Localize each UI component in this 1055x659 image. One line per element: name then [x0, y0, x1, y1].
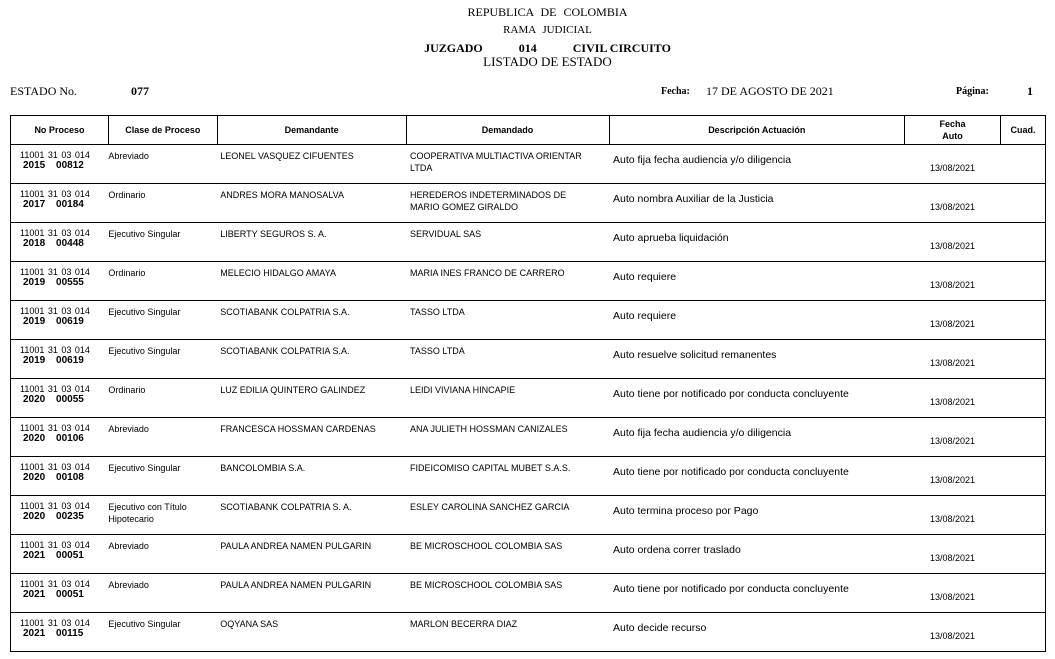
cell-no-proceso	[11, 496, 109, 535]
demandante-text: FRANCESCA HOSSMAN CARDENAS	[220, 424, 376, 434]
clase-text: Ordinario	[108, 268, 146, 278]
cell-cuad	[1000, 418, 1045, 457]
proceso-year-number: 2017 00184	[23, 199, 84, 210]
cell-no-proceso	[11, 457, 109, 496]
cell-cuad	[1000, 340, 1045, 379]
table-row	[11, 145, 1046, 184]
cell-fecha-auto	[905, 262, 1001, 301]
cell-demandante	[217, 496, 406, 535]
demandado-text: ANA JULIETH HOSSMAN CANIZALES	[410, 424, 568, 434]
clase-text: Abreviado	[108, 151, 149, 161]
fecha-auto-text: 13/08/2021	[930, 397, 976, 407]
cell-demandado	[406, 262, 609, 301]
cell-demandante	[217, 613, 406, 652]
table-row	[11, 496, 1046, 535]
cell-demandante	[217, 457, 406, 496]
proceso-year-number: 2019 00619	[23, 355, 84, 366]
proceso-code: 11001 31 03 014	[20, 579, 90, 589]
cell-descripcion	[609, 574, 905, 613]
proceso-code: 11001 31 03 014	[20, 228, 90, 238]
cell-fecha-auto	[905, 184, 1001, 223]
cell-demandante	[217, 574, 406, 613]
table-row	[11, 574, 1046, 613]
cell-demandado	[406, 145, 609, 184]
estado-table	[10, 115, 1046, 652]
table-header-row	[11, 116, 1046, 145]
demandante-text: MELECIO HIDALGO AMAYA	[220, 268, 336, 278]
cell-descripcion	[609, 184, 905, 223]
cell-fecha-auto	[905, 340, 1001, 379]
demandante-text: LIBERTY SEGUROS S. A.	[220, 229, 327, 239]
cell-no-proceso	[11, 145, 109, 184]
clase-text: Abreviado	[108, 580, 149, 590]
proceso-code: 11001 31 03 014	[20, 501, 90, 511]
demandante-text: ANDRES MORA MANOSALVA	[220, 190, 344, 200]
col-header-descripcion: Descripción Actuación	[609, 116, 905, 145]
demandante-text: SCOTIABANK COLPATRIA S. A.	[220, 502, 352, 512]
table-row	[11, 535, 1046, 574]
descripcion-text: Auto ordena correr traslado	[613, 544, 741, 556]
demandado-text: SERVIDUAL SAS	[410, 229, 482, 239]
clase-text: Ejecutivo con Título Hipotecario	[108, 502, 187, 524]
cell-clase	[108, 379, 217, 418]
descripcion-text: Auto nombra Auxiliar de la Justicia	[613, 193, 774, 205]
estado-label: ESTADO No.	[10, 84, 78, 98]
col-header-demandante: Demandante	[217, 116, 406, 145]
fecha-auto-text: 13/08/2021	[930, 514, 976, 524]
proceso-code: 11001 31 03 014	[20, 540, 90, 550]
cell-clase	[108, 184, 217, 223]
proceso-year-number: 2020 00108	[23, 472, 84, 483]
cell-clase	[108, 223, 217, 262]
cell-descripcion	[609, 379, 905, 418]
cell-no-proceso	[11, 418, 109, 457]
cell-descripcion	[609, 340, 905, 379]
cell-fecha-auto	[905, 418, 1001, 457]
clase-text: Abreviado	[108, 424, 149, 434]
cell-descripcion	[609, 145, 905, 184]
cell-demandado	[406, 379, 609, 418]
descripcion-text: Auto aprueba liquidación	[613, 232, 729, 244]
cell-demandado	[406, 184, 609, 223]
proceso-year-number: 2018 00448	[23, 238, 84, 249]
demandado-text: TASSO LTDA	[410, 346, 465, 356]
cell-clase	[108, 145, 217, 184]
proceso-year-number: 2015 00812	[23, 160, 84, 171]
fecha-auto-text: 13/08/2021	[930, 475, 976, 485]
clase-text: Abreviado	[108, 541, 149, 551]
table-row	[11, 379, 1046, 418]
fecha-auto-text: 13/08/2021	[930, 436, 976, 446]
demandado-text: COOPERATIVA MULTIACTIVA ORIENTAR LTDA	[410, 151, 582, 173]
cell-fecha-auto	[905, 613, 1001, 652]
demandado-text: LEIDI VIVIANA HINCAPIE	[410, 385, 516, 395]
cell-demandante	[217, 184, 406, 223]
cell-clase	[108, 535, 217, 574]
cell-cuad	[1000, 301, 1045, 340]
cell-descripcion	[609, 535, 905, 574]
fecha-auto-text: 13/08/2021	[930, 280, 976, 290]
cell-descripcion	[609, 613, 905, 652]
clase-text: Ordinario	[108, 385, 146, 395]
cell-demandado	[406, 418, 609, 457]
page-title: LISTADO DE ESTADO	[483, 54, 612, 69]
cell-cuad	[1000, 262, 1045, 301]
fecha-auto-text: 13/08/2021	[930, 592, 976, 602]
demandante-text: PAULA ANDREA NAMEN PULGARIN	[220, 541, 372, 551]
cell-descripcion	[609, 496, 905, 535]
proceso-year-number: 2020 00055	[23, 394, 84, 405]
proceso-code: 11001 31 03 014	[20, 189, 90, 199]
proceso-code: 11001 31 03 014	[20, 618, 90, 628]
cell-descripcion	[609, 457, 905, 496]
cell-demandado	[406, 535, 609, 574]
cell-fecha-auto	[905, 457, 1001, 496]
cell-cuad	[1000, 535, 1045, 574]
cell-cuad	[1000, 613, 1045, 652]
fecha-auto-text: 13/08/2021	[930, 553, 976, 563]
cell-no-proceso	[11, 340, 109, 379]
proceso-year-number: 2019 00555	[23, 277, 84, 288]
fecha-auto-text: 13/08/2021	[930, 163, 976, 173]
fecha-auto-text: 13/08/2021	[930, 202, 976, 212]
cell-clase	[108, 574, 217, 613]
cell-fecha-auto	[905, 145, 1001, 184]
cell-cuad	[1000, 184, 1045, 223]
descripcion-text: Auto termina proceso por Pago	[613, 505, 759, 517]
table-row	[11, 301, 1046, 340]
cell-cuad	[1000, 145, 1045, 184]
cell-demandado	[406, 457, 609, 496]
fecha-auto-text: 13/08/2021	[930, 358, 976, 368]
cell-demandante	[217, 262, 406, 301]
cell-fecha-auto	[905, 301, 1001, 340]
cell-demandado	[406, 223, 609, 262]
demandado-text: BE MICROSCHOOL COLOMBIA SAS	[410, 541, 563, 551]
cell-demandado	[406, 301, 609, 340]
proceso-year-number: 2020 00106	[23, 433, 84, 444]
clase-text: Ejecutivo Singular	[108, 229, 181, 239]
cell-descripcion	[609, 262, 905, 301]
demandado-text: MARLON BECERRA DIAZ	[410, 619, 518, 629]
demandado-text: MARIA INES FRANCO DE CARRERO	[410, 268, 565, 278]
cell-clase	[108, 613, 217, 652]
cell-demandante	[217, 301, 406, 340]
cell-cuad	[1000, 574, 1045, 613]
cell-fecha-auto	[905, 496, 1001, 535]
cell-clase	[108, 457, 217, 496]
cell-demandante	[217, 418, 406, 457]
demandante-text: BANCOLOMBIA S.A.	[220, 463, 306, 473]
demandante-text: LUZ EDILIA QUINTERO GALINDEZ	[220, 385, 366, 395]
descripcion-text: Auto tiene por notificado por conducta concluyente	[613, 388, 849, 400]
demandante-text: LEONEL VASQUEZ CIFUENTES	[220, 151, 354, 161]
cell-cuad	[1000, 457, 1045, 496]
cell-demandado	[406, 574, 609, 613]
proceso-code: 11001 31 03 014	[20, 384, 90, 394]
juzgado-type: CIVIL CIRCUITO	[572, 41, 671, 55]
table-row	[11, 262, 1046, 301]
header-rama-judicial: RAMA JUDICIAL	[503, 24, 592, 36]
cell-descripcion	[609, 301, 905, 340]
fecha-auto-text: 13/08/2021	[930, 631, 976, 641]
descripcion-text: Auto tiene por notificado por conducta concluyente	[613, 466, 849, 478]
cell-cuad	[1000, 496, 1045, 535]
fecha-auto-text: 13/08/2021	[930, 319, 976, 329]
demandante-text: SCOTIABANK COLPATRIA S.A.	[220, 307, 350, 317]
proceso-code: 11001 31 03 014	[20, 306, 90, 316]
cell-demandante	[217, 535, 406, 574]
cell-cuad	[1000, 223, 1045, 262]
proceso-code: 11001 31 03 014	[20, 462, 90, 472]
pagina-value: 1	[1027, 84, 1033, 98]
fecha-label: Fecha:	[661, 86, 690, 97]
col-header-fecha-auto	[905, 116, 1001, 145]
demandante-text: SCOTIABANK COLPATRIA S.A.	[220, 346, 350, 356]
pagina-label: Página:	[956, 86, 989, 97]
proceso-year-number: 2021 00115	[23, 628, 84, 639]
clase-text: Ejecutivo Singular	[108, 307, 181, 317]
proceso-year-number: 2021 00051	[23, 550, 84, 561]
cell-no-proceso	[11, 574, 109, 613]
demandante-text: OQYANA SAS	[220, 619, 279, 629]
table-row	[11, 418, 1046, 457]
proceso-code: 11001 31 03 014	[20, 150, 90, 160]
demandante-text: PAULA ANDREA NAMEN PULGARIN	[220, 580, 372, 590]
cell-no-proceso	[11, 262, 109, 301]
demandado-text: ESLEY CAROLINA SANCHEZ GARCIA	[410, 502, 570, 512]
col-header-cuad: Cuad.	[1000, 116, 1045, 145]
cell-fecha-auto	[905, 535, 1001, 574]
cell-no-proceso	[11, 379, 109, 418]
clase-text: Ejecutivo Singular	[108, 346, 181, 356]
table-row	[11, 457, 1046, 496]
proceso-year-number: 2020 00235	[23, 511, 84, 522]
estado-number: 077	[131, 84, 149, 98]
descripcion-text: Auto fija fecha audiencia y/o diligencia	[613, 427, 792, 439]
cell-clase	[108, 301, 217, 340]
descripcion-text: Auto resuelve solicitud remanentes	[613, 349, 777, 361]
col-header-no-proceso: No Proceso	[11, 116, 109, 145]
descripcion-text: Auto tiene por notificado por conducta concluyente	[613, 583, 849, 595]
cell-demandado	[406, 496, 609, 535]
cell-fecha-auto	[905, 223, 1001, 262]
juzgado-label: JUZGADO	[424, 41, 483, 55]
juzgado-number: 014	[518, 41, 537, 55]
cell-fecha-auto	[905, 379, 1001, 418]
descripcion-text: Auto requiere	[613, 310, 677, 322]
cell-demandado	[406, 613, 609, 652]
clase-text: Ejecutivo Singular	[108, 619, 181, 629]
proceso-year-number: 2019 00619	[23, 316, 84, 327]
cell-no-proceso	[11, 184, 109, 223]
descripcion-text: Auto decide recurso	[613, 622, 707, 634]
demandado-text: TASSO LTDA	[410, 307, 465, 317]
cell-descripcion	[609, 223, 905, 262]
cell-clase	[108, 496, 217, 535]
fecha-auto-text: 13/08/2021	[930, 241, 976, 251]
cell-demandante	[217, 379, 406, 418]
clase-text: Ordinario	[108, 190, 146, 200]
proceso-code: 11001 31 03 014	[20, 267, 90, 277]
cell-clase	[108, 340, 217, 379]
col-header-demandado: Demandado	[406, 116, 609, 145]
cell-demandado	[406, 340, 609, 379]
descripcion-text: Auto requiere	[613, 271, 677, 283]
clase-text: Ejecutivo Singular	[108, 463, 181, 473]
cell-no-proceso	[11, 535, 109, 574]
proceso-code: 11001 31 03 014	[20, 345, 90, 355]
demandado-text: FIDEICOMISO CAPITAL MUBET S.A.S.	[410, 463, 571, 473]
descripcion-text: Auto fija fecha audiencia y/o diligencia	[613, 154, 792, 166]
cell-demandante	[217, 223, 406, 262]
cell-clase	[108, 262, 217, 301]
proceso-year-number: 2021 00051	[23, 589, 84, 600]
demandado-text: HEREDEROS INDETERMINADOS DE MARIO GOMEZ GIRALDO	[410, 190, 567, 212]
cell-no-proceso	[11, 301, 109, 340]
cell-demandante	[217, 145, 406, 184]
cell-descripcion	[609, 418, 905, 457]
proceso-code: 11001 31 03 014	[20, 423, 90, 433]
table-row	[11, 184, 1046, 223]
col-header-clase: Clase de Proceso	[108, 116, 217, 145]
cell-clase	[108, 418, 217, 457]
table-row	[11, 223, 1046, 262]
fecha-value: 17 DE AGOSTO DE 2021	[706, 84, 834, 98]
col-header-fecha-auto-text: Fecha Auto	[939, 119, 966, 141]
cell-fecha-auto	[905, 574, 1001, 613]
table-row	[11, 340, 1046, 379]
cell-demandante	[217, 340, 406, 379]
cell-no-proceso	[11, 613, 109, 652]
demandado-text: BE MICROSCHOOL COLOMBIA SAS	[410, 580, 563, 590]
table-row	[11, 613, 1046, 652]
cell-cuad	[1000, 379, 1045, 418]
cell-no-proceso	[11, 223, 109, 262]
header-republica: REPUBLICA DE COLOMBIA	[467, 5, 628, 19]
